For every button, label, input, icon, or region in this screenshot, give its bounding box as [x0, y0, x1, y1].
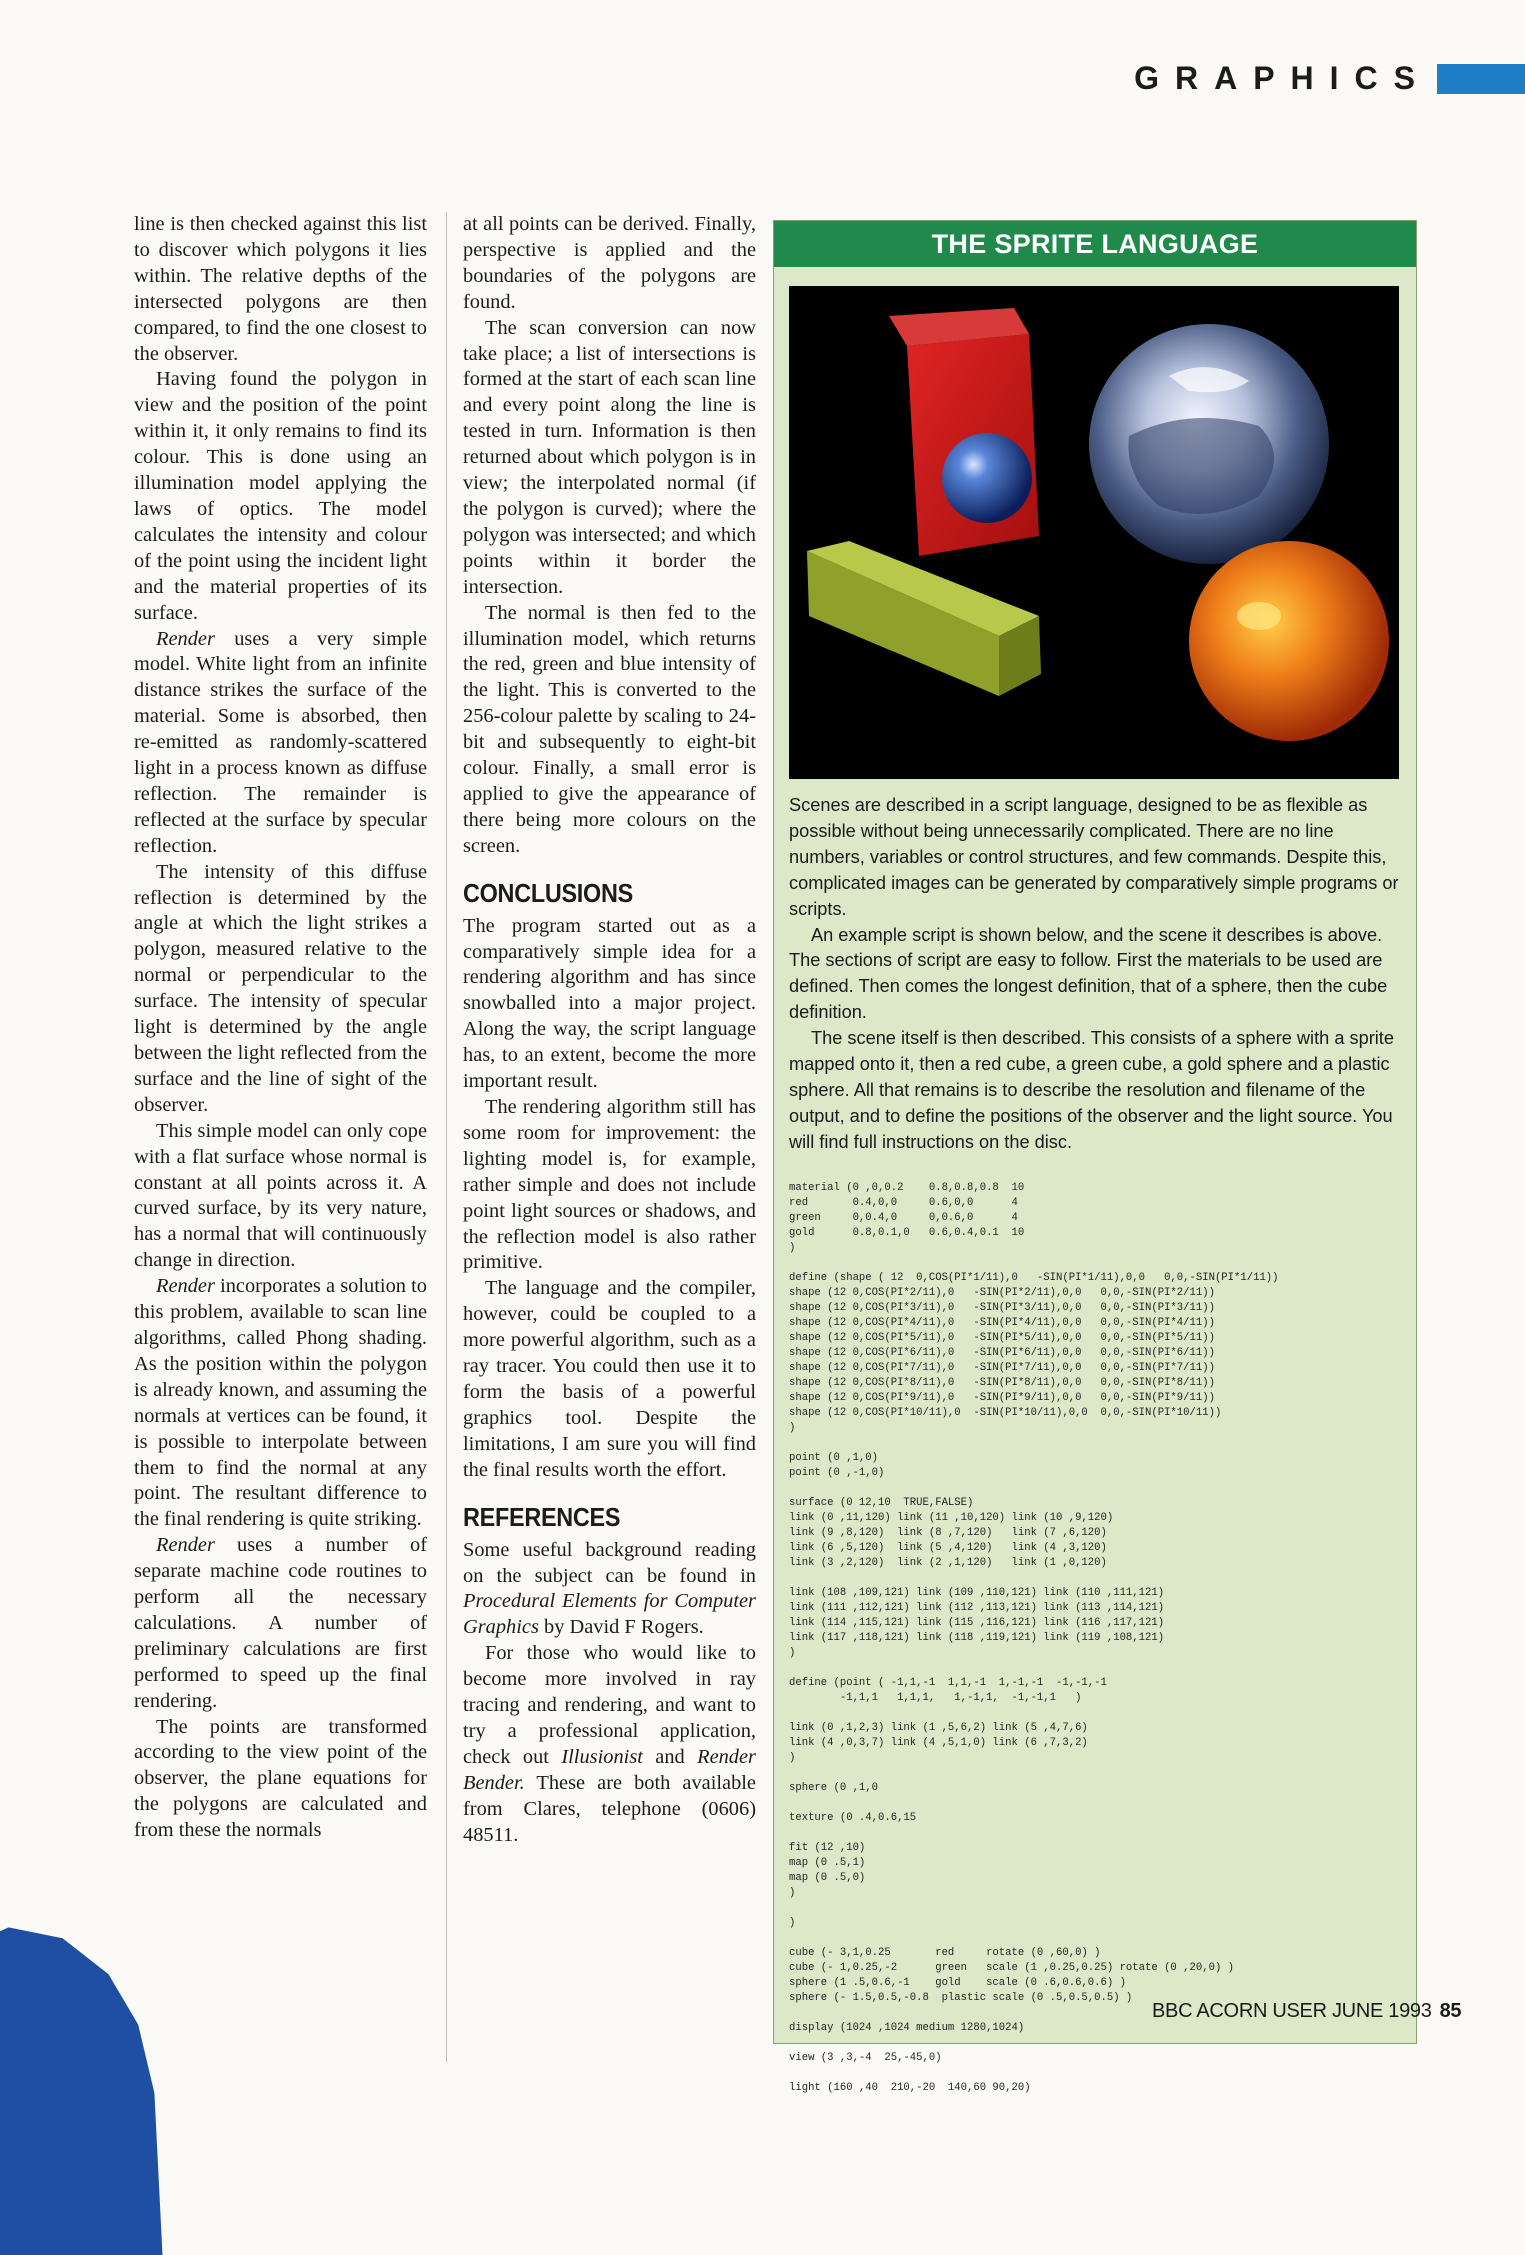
paragraph-text: by David F Rogers. — [538, 1616, 704, 1639]
sprite-language-sidebar — [773, 220, 1417, 2094]
paragraph — [134, 1274, 427, 1533]
column-divider — [446, 212, 447, 2062]
paragraph-text: uses a very simple model. White light from an infinite distance strikes the surface of the material. Some is absorbed, then re-emitted as randomly-scattered light in a process known as diffuse reflection. The remainder is reflected at the surface by specular reflection. — [134, 627, 427, 857]
paragraph: This simple model can only cope with a flat surface whose normal is constant at all points across it. A curved surface, by its very nature, has a normal that will continuously change in direction. — [134, 1119, 427, 1272]
article-column-1 — [134, 212, 427, 1844]
paragraph: The scene itself is then described. This consists of a sphere with a sprite mapped onto it, then a red cube, a green cube, a gold sphere and a plastic sphere. All that remains is to describe the resolution and filename of the output, and to define the positions of the observer and the light source. You will find full instructions on the disc. — [789, 1028, 1394, 1152]
paragraph: Scenes are described in a script language, designed to be as flexible as possible without being unnecessarily complicated. There are no line numbers, variables or control structures, and few commands. Despite this, complicated images can be generated by comparatively simple programs or scripts. — [789, 795, 1399, 919]
paragraph-text: uses a number of separate machine code routines to perform all the necessary calculations. A number of preliminary calculations are first performed to speed up the final rendering. — [134, 1534, 427, 1712]
book-title: Procedural Elements for Computer Graphics — [463, 1590, 756, 1639]
section-header — [1134, 60, 1525, 97]
paragraph: The intensity of this diffuse reflection is determined by the angle at which the light strikes a polygon, measured relative to the normal or perpendicular to the surface. The intensity of specular light is determined by the angle between the light reflected from the surface and the line of sight of the observer. — [134, 860, 427, 1116]
paragraph-text: incorporates a solution to this problem, available to scan line algorithms, called Phong shading. As the position within the polygon is already known, and assuming the normals at vertices can be found, it is possible to interpolate between them to find the normal at any point. The resultant difference to the final rendering is quite striking. — [134, 1275, 427, 1531]
decorative-blue-shape — [0, 1895, 230, 2255]
sidebar-title: THE SPRITE LANGUAGE — [774, 221, 1416, 267]
paragraph — [463, 1538, 756, 1642]
paragraph: line is then checked against this list to discover which polygons it lies within. The relative depths of the intersected polygons are then compared, to find the one closest to the observer. — [134, 213, 427, 365]
software-title: Render — [156, 1275, 215, 1298]
page-number: 85 — [1439, 2000, 1462, 2022]
software-title: Render — [156, 627, 215, 650]
paragraph: The language and the compiler, however, could be coupled to a more powerful algorithm, such as a ray tracer. You could then use it to form the basis of a powerful graphics tool. Despite the limitations, I am sure you will find the final results worth the effort. — [463, 1277, 756, 1481]
rendered-scene-image — [789, 286, 1399, 779]
conclusions-heading: CONCLUSIONS — [463, 877, 633, 908]
gold-sphere — [1189, 541, 1389, 741]
paragraph: The scan conversion can now take place; a list of intersections is formed at the start of each scan line and every point along the line is tested in turn. Information is then returned about which polygon is in view; the interpolated normal (if the polygon is curved); where the polygon was intersected; and which points within it border the intersection. — [463, 316, 756, 598]
software-title: Render Bender. — [463, 1745, 756, 1794]
paragraph-text: These are both available from Clares, telephone (0606) 48511. — [463, 1771, 756, 1846]
paragraph: The normal is then fed to the illumination model, which returns the red, green and blue intensity of the light. This is converted to the 256-colour palette by scaling to 24-bit and subsequently to eight-bit colour. Finally, a small error is applied to give the appearance of there being more colours on the screen. — [463, 601, 756, 857]
paragraph-text: Some useful background reading on the subject can be found in — [463, 1538, 756, 1587]
example-script-code: material (0 ,0,0.2 0.8,0.8,0.8 10 red 0.4,0,0 0.6,0,0 4 green 0,0.4,0 0,0.6,0 4 gold 0.8,0.1,0 0.6,0.4,0.1 10 ) define (shape ( 12 0,COS(PI*1/11),0 -SIN(PI*1/11),0,0 0,0,-SIN(PI*1/11)) shape (12 0,COS(PI*2/11),0 -SIN(PI*2/11),0,0 0,0,-SIN(PI*2/11)) shape (12 0,COS(PI*3/11),0 -SIN(PI*3/11),0,0 0,0,-SIN(PI*3/11)) shape (12 0,COS(PI*4/11),0 -SIN(PI*4/11),0,0 0,0,-SIN(PI*4/11)) shape (12 0,COS(PI*5/11),0 -SIN(PI*5/11),0,0 0,0,-SIN(PI*5/11)) shape (12 0,COS(PI*6/11),0 -SIN(PI*6/11),0,0 0,0,-SIN(PI*6/11)) shape (12 0,COS(PI*7/11),0 -SIN(PI*7/11),0,0 0,0,-SIN(PI*7/11)) shape (12 0,COS(PI*8/11),0 -SIN(PI*8/11),0,0 0,0,-SIN(PI*8/11)) shape (12 0,COS(PI*9/11),0 -SIN(PI*9/11),0,0 0,0,-SIN(PI*9/11)) shape (12 0,COS(PI*10/11),0 -SIN(PI*10/11),0,0 0,0,-SIN(PI*10/11)) ) point (0 ,1,0) point (0 ,-1,0) surface (0 12,10 TRUE,FALSE) link (0 ,11,120) link (11 ,10,120) link (10 ,9,120) link (9 ,8,120) link (8 ,7,120) link (7 ,6,120) link (6 ,5,120) link (5 ,4,120) link (4 ,3,120) link (3 ,2,120) link (2 ,1,120) link (1 ,0,120) link (108 ,109,121) link (109 ,110,121) link (110 ,111,121) link (111 ,112,121) link (112 ,113,121) link (113 ,114,121) link (114 ,115,121) link (115 ,116,121) link (116 ,117,121) link (117 ,118,121) link (118 ,119,121) link (119 ,108,121) ) define (point ( -1,1,-1 1,1,-1 1,-1,-1 -1,-1,-1 -1,1,1 1,1,1, 1,-1,1, -1,-1,1 ) link (0 ,1,2,3) link (1 ,5,6,2) link (5 ,4,7,6) link (4 ,0,3,7) link (4 ,5,1,0) link (6 ,7,3,2) ) sphere (0 ,1,0 texture (0 .4,0.6,15 fit (12 ,10) map (0 .5,1) map (0 .5,0) ) ) cube (- 3,1,0.25 red rotate (0 ,60,0) ) cube (- 1,0.25,-2 green scale (1 ,0.25,0.25) rotate (0 ,20,0) ) sphere (1 .5,0.6,-1 gold scale (0 .6,0.6,0.6) ) sphere (- 1.5,0.5,-0.8 plastic scale (0 .5,0.5,0.5) ) display (1024 ,1024 medium 1280,1024) view (3 ,3,-4 25,-45,0) light (160 ,40 210,-20 140,60 90,20) — [789, 1182, 1279, 2094]
paragraph: The rendering algorithm still has some room for improvement: the lighting model is, for example, rather simple and does not include point light sources or shadows, and the reflection model is also rather primitive. — [463, 1096, 756, 1274]
paragraph — [463, 1641, 756, 1848]
blue-sphere — [942, 433, 1032, 523]
page-footer — [1152, 2000, 1461, 2023]
section-color-bar — [1437, 64, 1525, 94]
references-heading: REFERENCES — [463, 1501, 621, 1532]
article-column-2 — [463, 212, 756, 1848]
software-title: Illusionist — [561, 1745, 643, 1768]
sidebar-body — [789, 793, 1403, 1156]
software-title: Render — [156, 1534, 215, 1557]
section-title: GRAPHICS — [1134, 60, 1431, 96]
publication-issue: BBC ACORN USER JUNE 1993 — [1152, 2000, 1432, 2022]
paragraph: The program started out as a comparatively simple idea for a rendering algorithm and has since snowballed into a major project. Along the way, the script language has, to an extent, become the more important result. — [463, 914, 756, 1093]
paragraph: An example script is shown below, and the scene it describes is above. The sections of script are easy to follow. First the materials to be used are defined. Then comes the longest definition, that of a sphere, then the cube definition. — [789, 924, 1388, 1023]
paragraph — [134, 627, 427, 860]
paragraph-text: and — [642, 1745, 698, 1768]
paragraph: at all points can be derived. Finally, perspective is applied and the boundaries of the polygons are found. — [463, 213, 756, 313]
paragraph — [134, 1533, 427, 1714]
paragraph: The points are transformed according to the view point of the observer, the plane equations for the polygons are calculated and from these the normals — [134, 1715, 427, 1842]
paragraph-text: For those who would like to become more involved in ray tracing and rendering, and want to try a professional application, check out — [463, 1642, 756, 1768]
paragraph: Having found the polygon in view and the position of the point within it, it only remains to find its colour. This is done using an illumination model applying the laws of optics. The model calculates the intensity and colour of the point using the incident light and the material properties of its surface. — [134, 368, 427, 624]
